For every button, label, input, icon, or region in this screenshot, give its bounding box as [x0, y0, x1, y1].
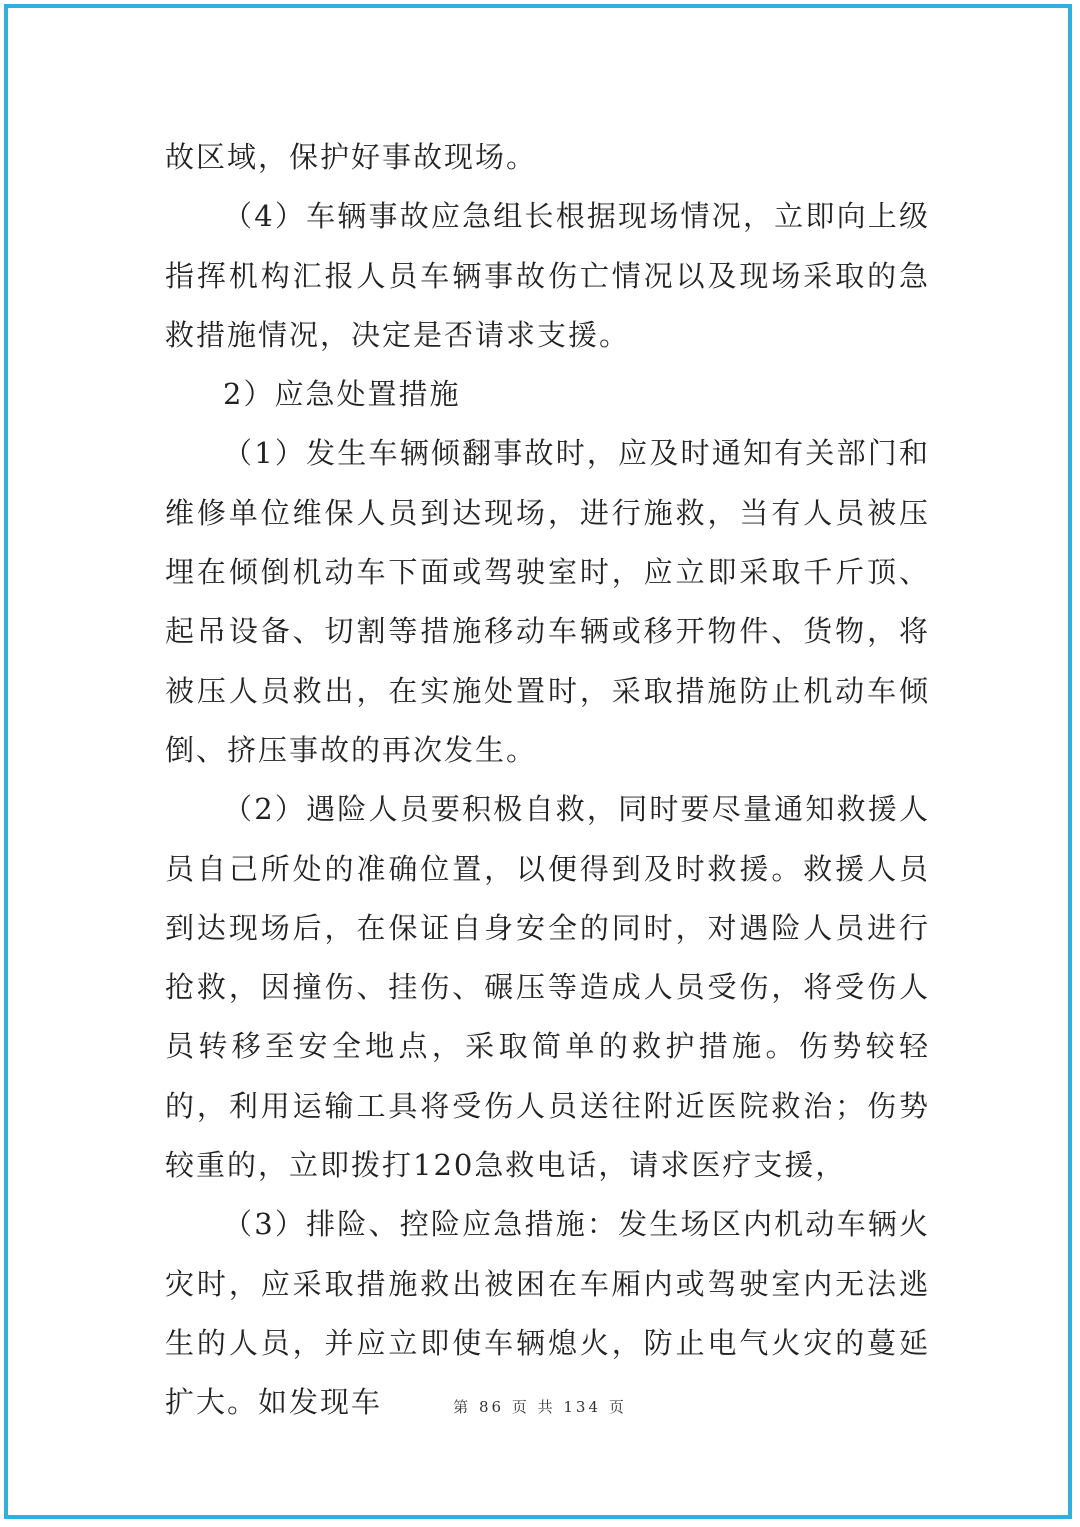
page-footer	[0, 1396, 1080, 1417]
paragraph-4: （1）发生车辆倾翻事故时，应及时通知有关部门和维修单位维保人员到达现场，进行施救，当有人员被压埋在倾倒机动车下面或驾驶室时，应立即采取千斤顶、起吊设备、切割等措施移动车辆或移开物件、货物，将被压人员救出，在实施处置时，采取措施防止机动车倾倒、挤压事故的再次发生。	[165, 436, 930, 767]
footer-total-pages: 134	[563, 1398, 602, 1416]
paragraph-6: （3）排险、控险应急措施：发生场区内机动车辆火灾时，应采取措施救出被困在车厢内或驾驶室内无法逃生的人员，并应立即使车辆熄火，防止电气火灾的蔓延扩大。如发现车	[165, 1207, 930, 1420]
document-body	[165, 128, 930, 1433]
paragraph-1: 故区域，保护好事故现场。	[165, 140, 538, 174]
footer-label-of: 页 共	[511, 1398, 556, 1416]
paragraph-5: （2）遇险人员要积极自救，同时要尽量通知救援人员自己所处的准确位置，以便得到及时救援。救援人员到达现场后，在保证自身安全的同时，对遇险人员进行抢救，因撞伤、挂伤、碾压等造成人员受伤，将受伤人员转移至安全地点，采取简单的救护措施。伤势较轻的，利用运输工具将受伤人员送往附近医院救治；伤势较重的，立即拨打120急救电话，请求医疗支援，	[165, 792, 930, 1183]
paragraph-2: （4）车辆事故应急组长根据现场情况，立即向上级指挥机构汇报人员车辆事故伤亡情况以及现场采取的急救措施情况，决定是否请求支援。	[165, 199, 930, 352]
paragraph-3-heading: 2）应急处置措施	[223, 377, 461, 412]
footer-label-page: 第	[453, 1398, 472, 1416]
footer-label-end: 页	[608, 1398, 627, 1416]
footer-current-page: 86	[478, 1398, 505, 1416]
